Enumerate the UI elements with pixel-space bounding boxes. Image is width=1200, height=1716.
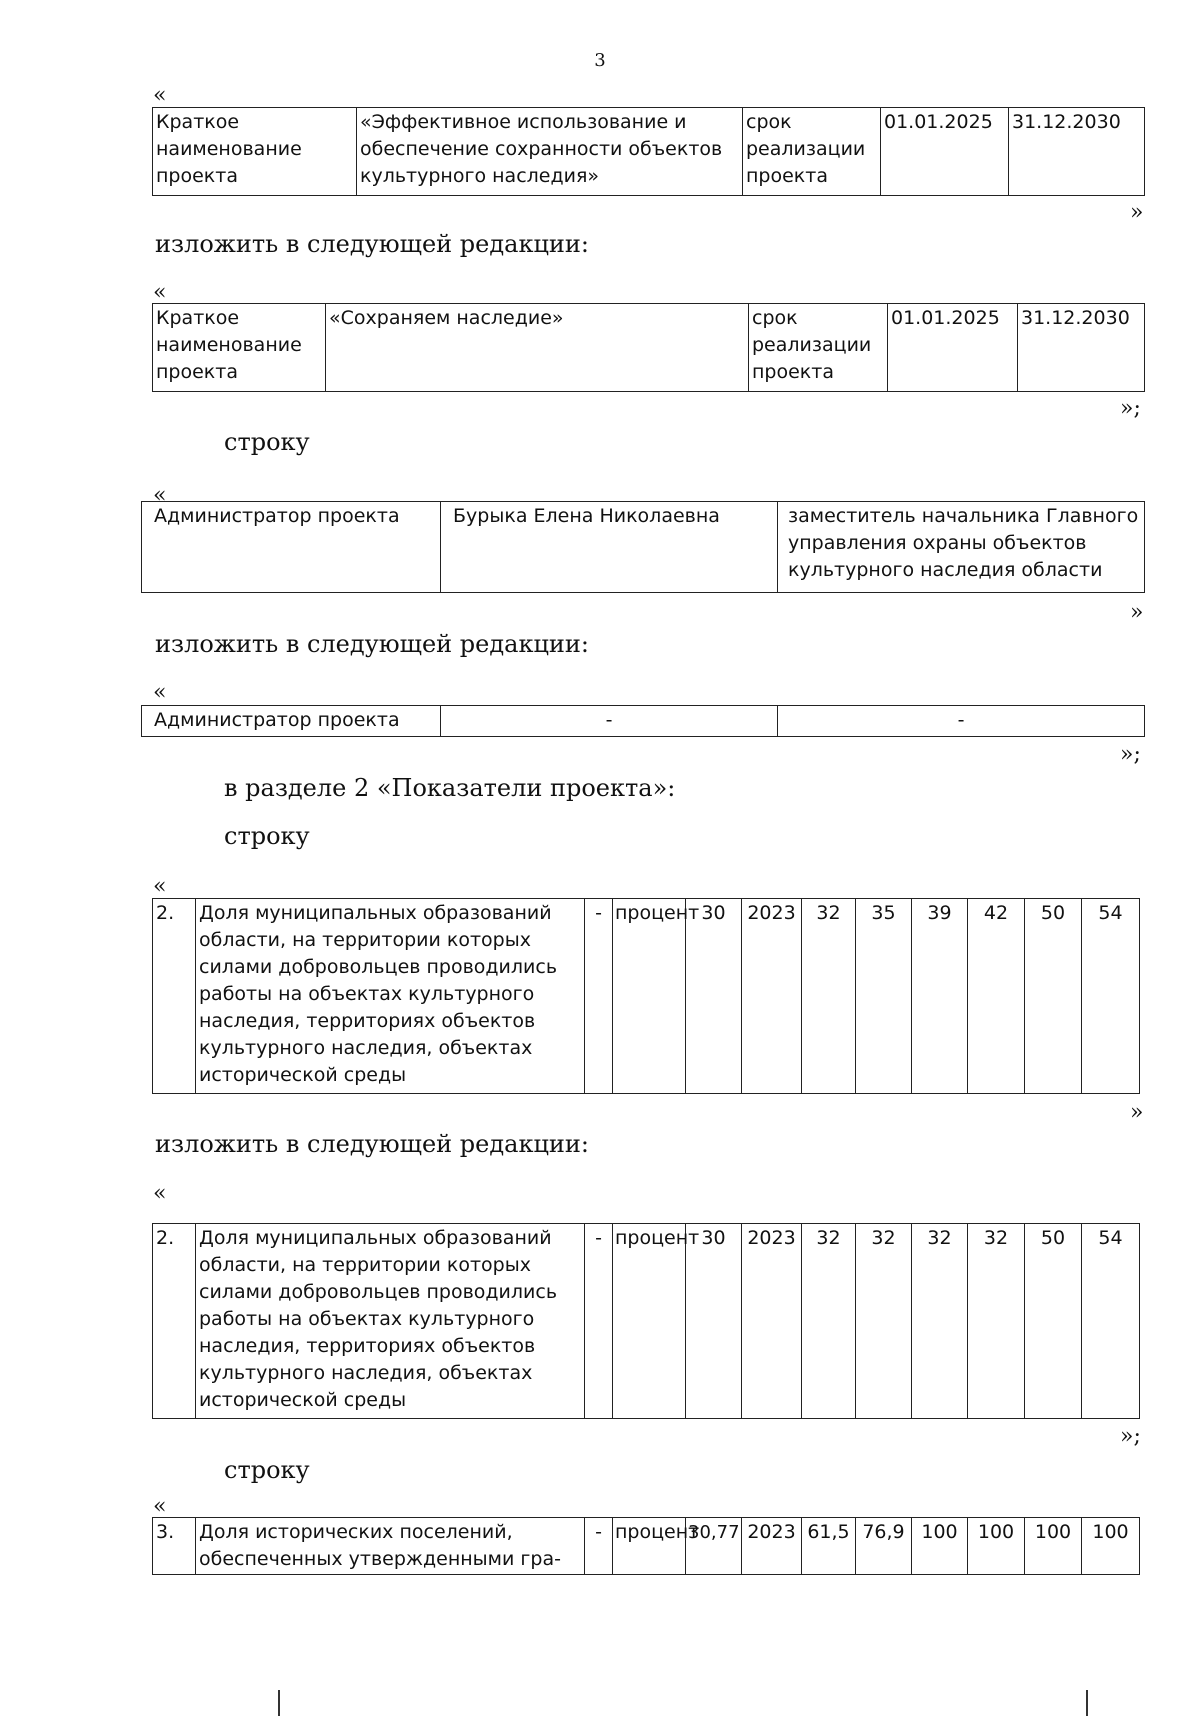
quote-open: « xyxy=(153,680,167,705)
indicator-value: 54 xyxy=(1082,1224,1140,1419)
project-name: «Сохраняем наследие» xyxy=(326,304,749,392)
quote-close: » xyxy=(1130,200,1144,225)
indicator-base-year: 2023 xyxy=(742,1518,802,1575)
line-phrase: строку xyxy=(224,1456,310,1484)
indicator-number: 3. xyxy=(153,1518,196,1575)
indicator-value: 32 xyxy=(802,899,856,1094)
page-number: 3 xyxy=(594,50,606,71)
indicator-base-value: 30 xyxy=(686,899,742,1094)
admin-person: - xyxy=(441,706,778,737)
quote-close-semicolon: »; xyxy=(1120,396,1141,421)
indicator-value: 76,9 xyxy=(856,1518,912,1575)
quote-open: « xyxy=(153,1181,167,1206)
quote-open: « xyxy=(153,83,167,108)
indicator-3-table-old xyxy=(152,1517,1140,1575)
quote-open: « xyxy=(153,874,167,899)
indicator-unit: процент xyxy=(613,899,686,1094)
project-end-date: 31.12.2030 xyxy=(1009,108,1145,196)
project-name-table-new xyxy=(152,303,1145,392)
indicator-number: 2. xyxy=(153,899,196,1094)
replace-phrase: изложить в следующей редакции: xyxy=(155,230,589,258)
scan-mark xyxy=(278,1690,280,1716)
indicator-base-value: 30,77 xyxy=(686,1518,742,1575)
quote-open: « xyxy=(153,483,167,508)
project-start-date: 01.01.2025 xyxy=(888,304,1018,392)
admin-label: Администратор проекта xyxy=(142,706,441,737)
admin-label: Администратор проекта xyxy=(142,502,441,593)
indicator-dash: - xyxy=(585,899,613,1094)
quote-open: « xyxy=(153,1494,167,1519)
indicator-value: 32 xyxy=(968,1224,1025,1419)
admin-position: заместитель начальника Главного управления охраны объектов культурного наследия области xyxy=(778,502,1145,593)
quote-close-semicolon: »; xyxy=(1120,742,1141,767)
indicator-base-year: 2023 xyxy=(742,899,802,1094)
project-name-table-old xyxy=(152,107,1145,196)
indicator-2-table-old xyxy=(152,898,1140,1094)
indicator-value: 61,5 xyxy=(802,1518,856,1575)
quote-close: » xyxy=(1130,1100,1144,1125)
indicator-number: 2. xyxy=(153,1224,196,1419)
indicator-name: Доля муниципальных образований области, на территории которых силами добровольцев проводились работы на объектах культурного наследия, территориях объектов культурного наследия, объектах исторической среды xyxy=(196,899,585,1094)
indicator-value: 100 xyxy=(1082,1518,1140,1575)
indicator-name: Доля муниципальных образований области, на территории которых силами добровольцев проводились работы на объектах культурного наследия, территориях объектов культурного наследия, объектах исторической среды xyxy=(196,1224,585,1419)
line-phrase: строку xyxy=(224,822,310,850)
project-label: Краткое наименование проекта xyxy=(153,108,357,196)
indicator-dash: - xyxy=(585,1518,613,1575)
project-name: «Эффективное использование и обеспечение сохранности объектов культурного наследия» xyxy=(357,108,743,196)
indicator-base-value: 30 xyxy=(686,1224,742,1419)
admin-table-old xyxy=(141,501,1145,593)
indicator-value: 42 xyxy=(968,899,1025,1094)
quote-open: « xyxy=(153,280,167,305)
section-2-phrase: в разделе 2 «Показатели проекта»: xyxy=(224,774,676,802)
project-end-date: 31.12.2030 xyxy=(1018,304,1145,392)
quote-close: » xyxy=(1130,600,1144,625)
project-start-date: 01.01.2025 xyxy=(881,108,1009,196)
scan-mark xyxy=(1086,1690,1088,1716)
indicator-value: 32 xyxy=(802,1224,856,1419)
replace-phrase: изложить в следующей редакции: xyxy=(155,1130,589,1158)
project-term-label: срок реализации проекта xyxy=(749,304,888,392)
indicator-value: 35 xyxy=(856,899,912,1094)
indicator-value: 50 xyxy=(1025,899,1082,1094)
indicator-unit: процент xyxy=(613,1518,686,1575)
indicator-name: Доля исторических поселений, обеспеченных утвержденными гра- xyxy=(196,1518,585,1575)
project-label: Краткое наименование проекта xyxy=(153,304,326,392)
admin-table-new xyxy=(141,705,1145,737)
indicator-value: 32 xyxy=(912,1224,968,1419)
replace-phrase: изложить в следующей редакции: xyxy=(155,630,589,658)
indicator-value: 100 xyxy=(1025,1518,1082,1575)
quote-close-semicolon: »; xyxy=(1120,1424,1141,1449)
indicator-value: 100 xyxy=(912,1518,968,1575)
admin-position: - xyxy=(778,706,1145,737)
indicator-value: 39 xyxy=(912,899,968,1094)
line-phrase: строку xyxy=(224,428,310,456)
indicator-dash: - xyxy=(585,1224,613,1419)
indicator-value: 100 xyxy=(968,1518,1025,1575)
indicator-value: 50 xyxy=(1025,1224,1082,1419)
indicator-value: 54 xyxy=(1082,899,1140,1094)
indicator-value: 32 xyxy=(856,1224,912,1419)
indicator-base-year: 2023 xyxy=(742,1224,802,1419)
indicator-unit: процент xyxy=(613,1224,686,1419)
project-term-label: срок реализации проекта xyxy=(743,108,881,196)
indicator-2-table-new xyxy=(152,1223,1140,1419)
admin-person: Бурыка Елена Николаевна xyxy=(441,502,778,593)
